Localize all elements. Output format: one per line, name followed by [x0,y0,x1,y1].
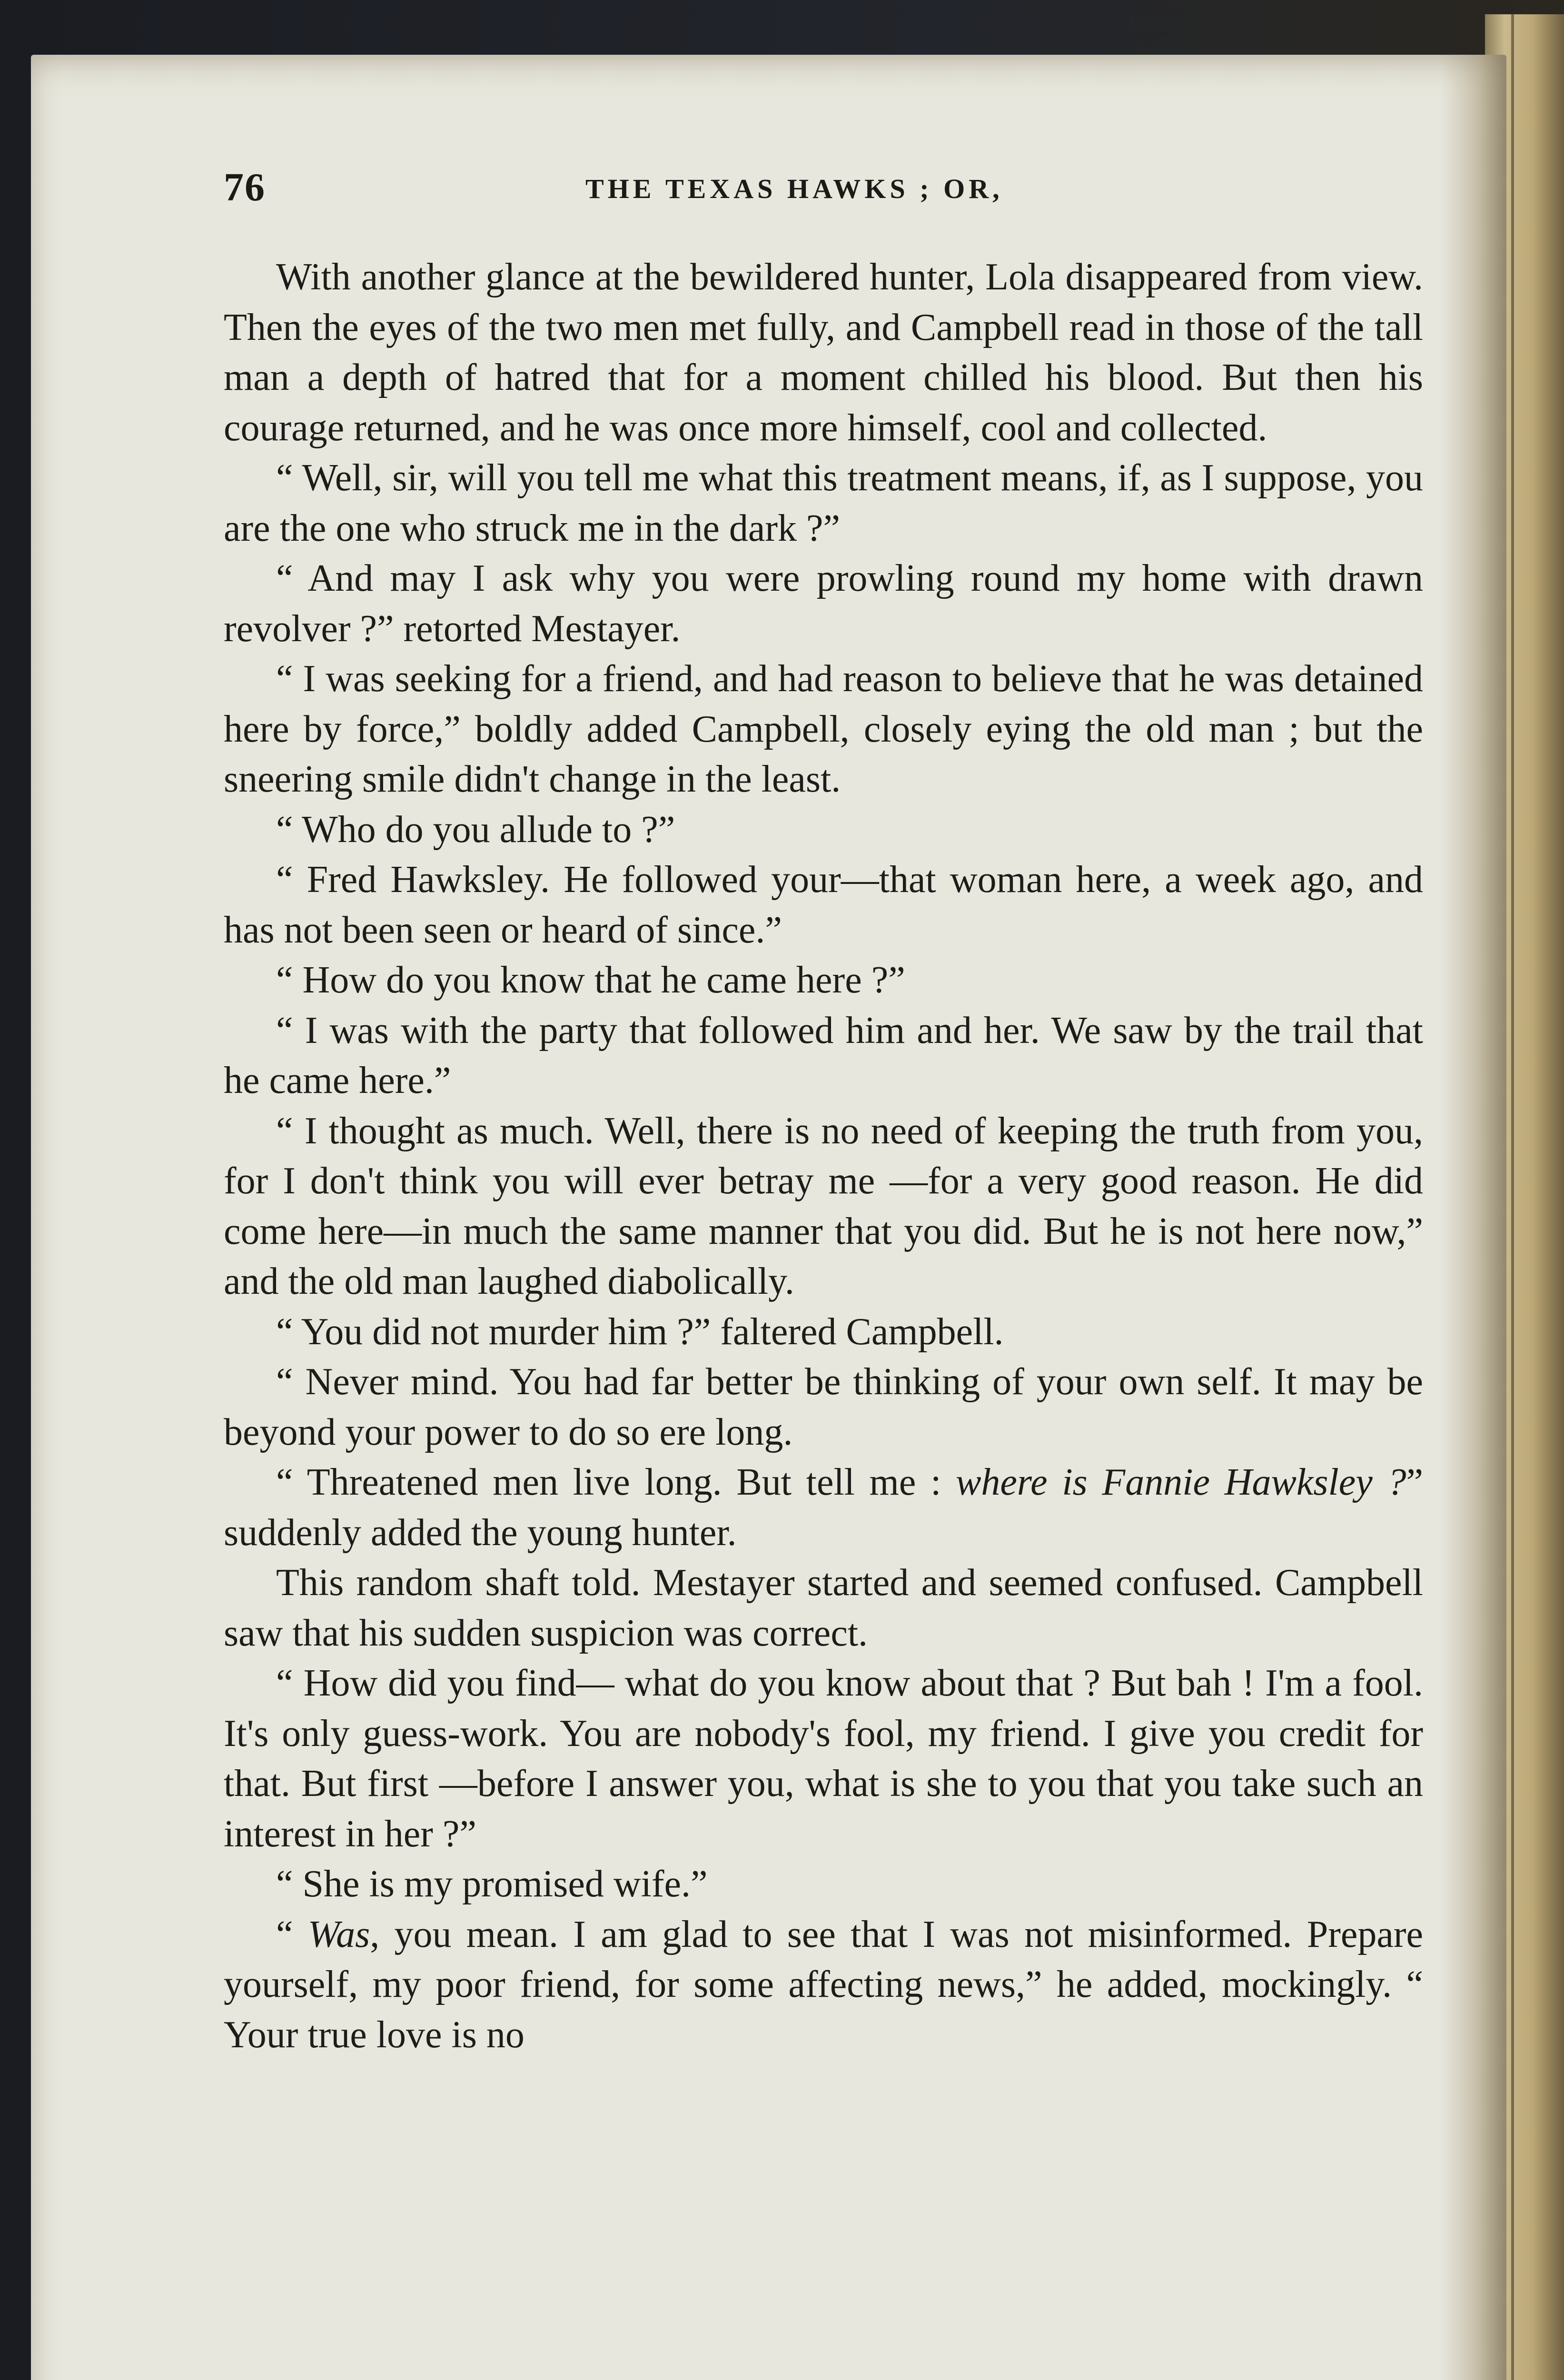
text-run: “ Threatened men live long. But tell me : [276,1461,956,1503]
page-header [224,164,1437,221]
paragraph [224,1458,1423,1558]
paragraph: “ Well, sir, will you tell me what this treatment means, if, as I suppose, you are the one who struck me in the dark ?” [224,457,1423,549]
paragraph: “ I was seeking for a friend, and had reason to believe that he was detained here by force,” boldly added Campbell, closely eying the old man ; but the sneering smile didn't change in the least. [224,658,1423,800]
paragraph: This random shaft told. Mestayer started and seemed confused. Campbell saw that his sudden suspicion was correct. [224,1562,1423,1654]
text-run: ” suddenly added the young hunter. [224,1461,1424,1554]
paragraph: “ Fred Hawksley. He followed your—that woman here, a week ago, and has not been seen or heard of since.” [224,859,1423,951]
paragraph: “ I was with the party that followed him and her. We saw by the trail that he came here.” [224,1009,1423,1101]
running-head: THE TEXAS HAWKS ; OR, [585,173,1003,204]
paragraph: “ And may I ask why you were prowling round my home with drawn revolver ?” retorted Mestayer. [224,557,1423,650]
paragraph: “ How did you find— what do you know about that ? But bah ! I'm a fool. It's only guess-work. You are nobody's fool, my friend. I give you credit for that. But first —before I answer you, what is she to you that you take such an interest in her ?” [224,1662,1423,1855]
paragraph: “ Who do you allude to ?” [276,808,675,851]
italic-text: where is Fannie Hawksley ? [956,1461,1406,1503]
paragraph: “ She is my promised wife.” [276,1863,708,1905]
paragraph: “ Never mind. You had far better be thinking of your own self. It may be beyond your power to do so ere long. [224,1361,1423,1453]
page-number: 76 [224,165,266,209]
italic-text: Was [307,1913,370,1955]
paragraph: “ You did not murder him ?” faltered Campbell. [276,1310,1004,1353]
text-run: “ [276,1913,308,1955]
body-text [224,252,1423,2060]
paragraph: “ How do you know that he came here ?” [276,959,905,1001]
paragraph [224,1910,1423,2061]
paragraph: With another glance at the bewildered hunter, Lola disappeared from view. Then the eyes of the two men met fully, and Campbell read in those of the tall man a depth of hatred that for a moment chilled his blood. But then his courage returned, and he was once more himself, cool and collected. [224,256,1423,449]
text-run: , you mean. I am glad to see that I was not misinformed. Prepare yourself, my poor friend, for some affecting news,” he added, mockingly. “ Your true love is no [224,1913,1423,2056]
paragraph: “ I thought as much. Well, there is no need of keeping the truth from you, for I don't think you will ever betray me —for a very good reason. He did come here—in much the same manner that you did. But he is not here now,” and the old man laughed diabolically. [224,1110,1423,1302]
